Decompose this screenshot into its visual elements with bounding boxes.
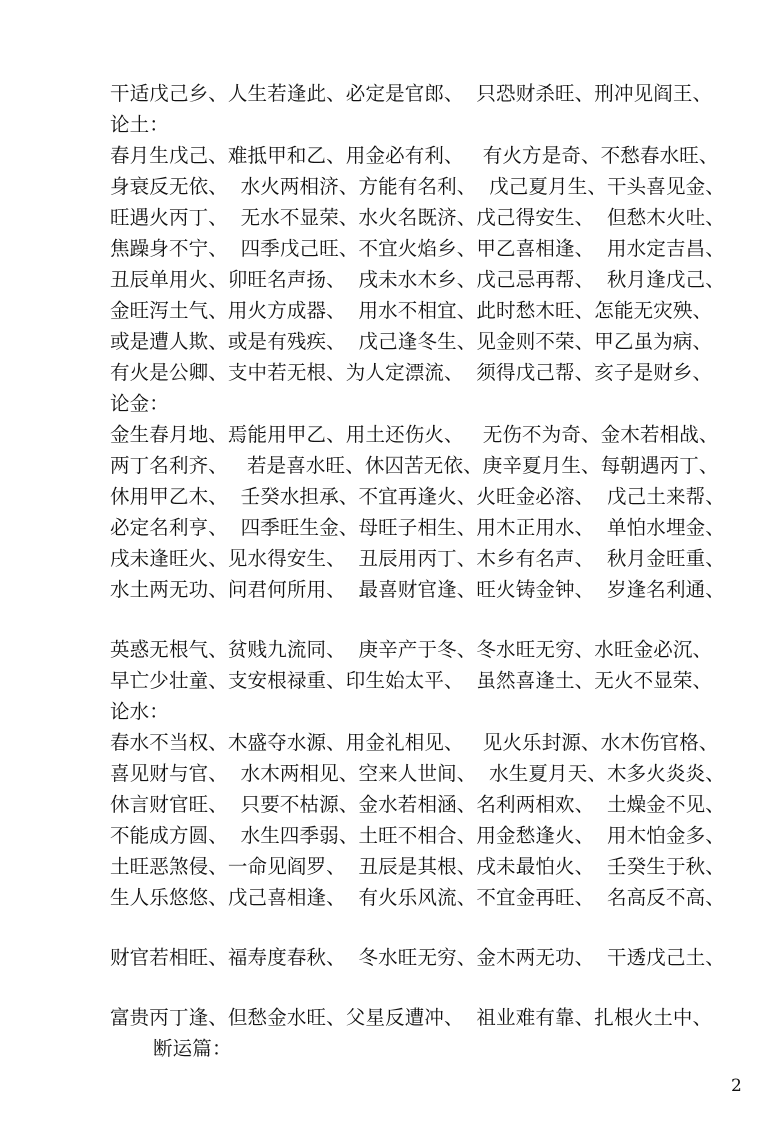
text-line: 或是遭人欺、或是有残疾、 戊己逢冬生、见金则不荣、甲乙虽为病、: [110, 330, 713, 353]
text-line: 不能成方圆、 水生四季弱、土旺不相合、用金愁逢火、 用木怕金多、: [110, 824, 725, 847]
text-line: 金生春月地、焉能用甲乙、用土还伤火、 无伤不为奇、金木若相战、: [110, 423, 719, 446]
text-line: 富贵丙丁逢、但愁金水旺、父星反遭冲、 祖业难有靠、扎根火土中、: [110, 1006, 713, 1029]
text-line: 生人乐悠悠、戊己喜相逢、 有火乐风流、不宜金再旺、 名高反不高、: [110, 886, 725, 909]
text-line: 喜见财与官、 水木两相见、空来人世间、 水生夏月天、木多火炎炎、: [110, 762, 725, 785]
section-heading-water: 论水：: [110, 700, 169, 723]
section-heading-earth: 论土：: [110, 113, 169, 136]
text-line: 休用甲乙木、 壬癸水担承、不宜再逢火、火旺金必溶、 戊己土来帮、: [110, 485, 725, 508]
section-heading-metal: 论金：: [110, 392, 169, 415]
text-line: 土旺恶煞侵、一命见阎罗、 丑辰是其根、戌未最怕火、 壬癸生于秋、: [110, 855, 725, 878]
page-number: 2: [731, 1076, 742, 1096]
text-line: 必定名利亨、 四季旺生金、母旺子相生、用木正用水、 单怕水埋金、: [110, 516, 725, 539]
text-line: 休言财官旺、 只要不枯源、金水若相涵、名利两相欢、 土燥金不见、: [110, 793, 725, 816]
text-line: 焦躁身不宁、 四季戊己旺、不宜火焰乡、甲乙喜相逢、 用水定吉昌、: [110, 237, 725, 260]
text-line: 身衰反无依、 水火两相济、方能有名利、 戊己夏月生、干头喜见金、: [110, 175, 725, 198]
text-line: 水土两无功、问君何所用、 最喜财官逢、旺火铸金钟、 岁逢名利通、: [110, 578, 725, 601]
text-line: 金旺泻土气、用火方成器、 用水不相宜、此时愁木旺、怎能无灾殃、: [110, 299, 713, 322]
text-line: 春月生戊己、难抵甲和乙、用金必有利、 有火方是奇、不愁春水旺、: [110, 144, 719, 167]
text-line: 丑辰单用火、卯旺名声扬、 戌未水木乡、戊己忌再帮、 秋月逢戊己、: [110, 268, 725, 291]
text-line: 英惑无根气、贫贱九流同、 庚辛产于冬、冬水旺无穷、水旺金必沉、: [110, 638, 713, 661]
text-line: 春水不当权、木盛夺水源、用金礼相见、 见火乐封源、水木伤官格、: [110, 731, 719, 754]
text-line: 早亡少壮童、支安根禄重、印生始太平、 虽然喜逢土、无火不显荣、: [110, 669, 713, 692]
section-heading-fortune: 断运篇：: [153, 1037, 232, 1060]
text-line: 有火是公卿、支中若无根、为人定漂流、 须得戊己帮、亥子是财乡、: [110, 361, 713, 384]
text-line: 旺遇火丙丁、 无水不显荣、水火名既济、戊己得安生、 但愁木火吐、: [110, 206, 725, 229]
text-line: 戌未逢旺火、见水得安生、 丑辰用丙丁、木乡有名声、 秋月金旺重、: [110, 547, 725, 570]
text-line: 干适戊己乡、人生若逢此、必定是官郎、 只恐财杀旺、刑冲见阎王、: [110, 82, 713, 105]
text-line: 财官若相旺、福寿度春秋、 冬水旺无穷、金木两无功、 干透戊己土、: [110, 946, 725, 969]
text-line: 两丁名利齐、 若是喜水旺、休囚苦无依、庚辛夏月生、每朝遇丙丁、: [110, 454, 719, 477]
